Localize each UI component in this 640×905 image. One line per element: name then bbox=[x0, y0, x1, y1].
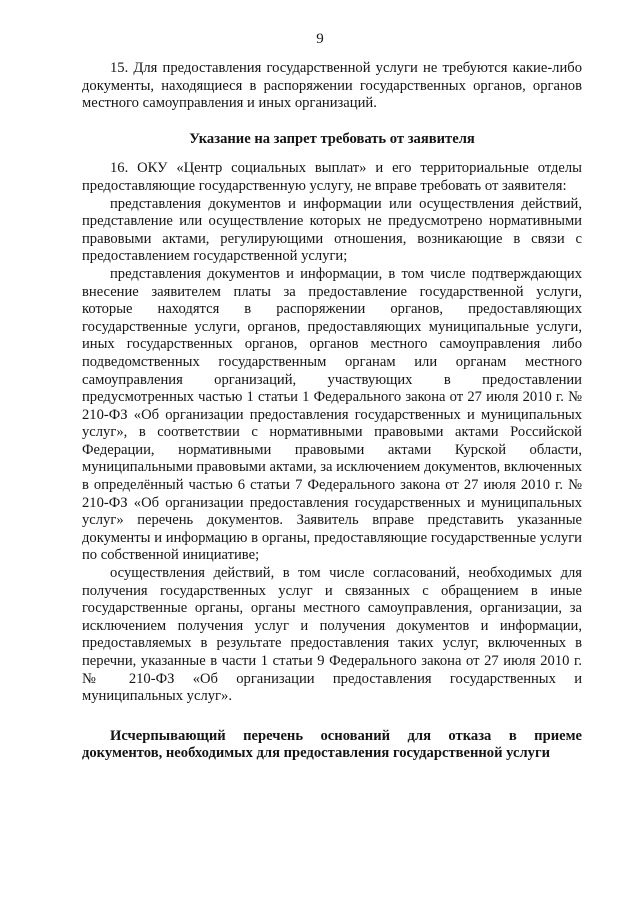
page-number: 9 bbox=[316, 31, 324, 47]
section-heading-refusal-grounds: Исчерпывающий перечень оснований для отказа в приеме документов, необходимых для предоставления государственной услуги bbox=[82, 727, 582, 762]
paragraph-16-item-3: осуществления действий, в том числе согласований, необходимых для получения государственных услуг и связанных с обращением в иные государственные органы, органы местного самоуправления, организации, за исключением получения услуг и получения документов и информации, предоставляемых в результате предоставления таких услуг, включенных в перечни, указанные в части 1 статьи 9 Федерального закона от 27 июля 2010 г. № 210-ФЗ «Об организации предоставления государственных и муниципальных услуг». bbox=[82, 565, 582, 705]
paragraph-16-item-1: представления документов и информации или осуществления действий, представление или осуществление которых не предусмотрено нормативными правовыми актами, регулирующими отношения, возникающие в связи с предоставлением государственной услуги; bbox=[82, 195, 582, 265]
paragraph-16-item-2: представления документов и информации, в том числе подтверждающих внесение заявителем платы за предоставление государственной услуги, которые находятся в распоряжении органов, предоставляющих государственные услуги, органов, предоставляющих муниципальные услуги, иных государственных органов, органов местного самоуправления либо подведомственных государственным органам или органам местного самоуправления организаций, участвующих в предоставлении предусмотренных частью 1 статьи 1 Федерального закона от 27 июля 2010 г. № 210-ФЗ «Об организации предоставления государственных и муниципальных услуг», в соответствии с нормативными правовыми актами Российской Федерации, нормативными правовыми актами Курской области, муниципальными правовыми актами, за исключением документов, включенных в определённый частью 6 статьи 7 Федерального закона от 27 июля 2010 г. № 210-ФЗ «Об организации предоставления государственных и муниципальных услуг» перечень документов. Заявитель вправе представить указанные документы и информацию в органы, предоставляющие государственные услуги по собственной инициативе; bbox=[82, 265, 582, 564]
document-body bbox=[82, 60, 582, 763]
paragraph-15: 15. Для предоставления государственной услуги не требуются какие-либо документы, находящиеся в распоряжении государственных органов, органов местного самоуправления и иных организаций. bbox=[82, 60, 582, 112]
section-heading-prohibition: Указание на запрет требовать от заявителя bbox=[189, 130, 475, 147]
paragraph-16: 16. ОКУ «Центр социальных выплат» и его территориальные отделы предоставляющие государственную услугу, не вправе требовать от заявителя: bbox=[82, 160, 582, 194]
